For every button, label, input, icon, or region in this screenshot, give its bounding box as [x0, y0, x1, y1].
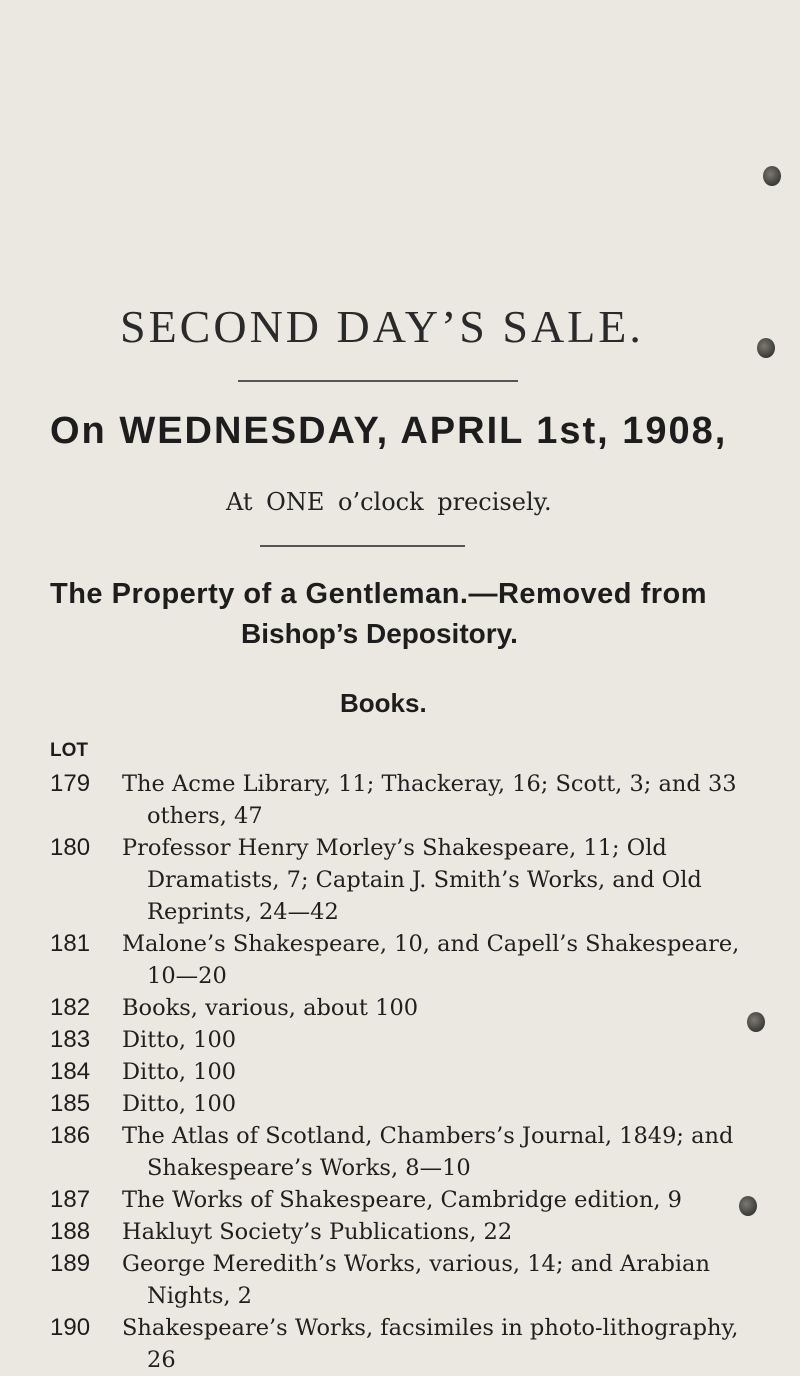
- lot-description: Professor Henry Morley’s Shakespeare, 11; Old Dramatists, 7; Captain J. Smith’s Works, and Old Reprints, 24—42: [122, 835, 702, 925]
- list-item: [50, 1312, 770, 1376]
- lot-number: 185: [50, 1090, 91, 1117]
- lot-description: Shakespeare’s Works, facsimiles in photo-lithography, 26: [122, 1315, 739, 1373]
- list-item: [50, 1120, 770, 1184]
- lot-description: The Works of Shakespeare, Cambridge edition, 9: [122, 1187, 682, 1213]
- list-item: [50, 928, 770, 992]
- lot-description: Hakluyt Society’s Publications, 22: [122, 1219, 513, 1245]
- list-item: [50, 1088, 770, 1120]
- lot-number: 184: [50, 1058, 91, 1085]
- lot-description: Ditto, 100: [122, 1059, 237, 1085]
- lot-number: 181: [50, 930, 91, 957]
- sale-time: At ONE o’clock precisely.: [226, 488, 552, 516]
- lot-description: Malone’s Shakespeare, 10, and Capell’s Shakespeare, 10—20: [122, 931, 740, 989]
- lot-description: Books, various, about 100: [122, 995, 419, 1021]
- lot-description: The Acme Library, 11; Thackeray, 16; Scott, 3; and 33 others, 47: [122, 771, 737, 829]
- property-heading: The Property of a Gentleman.—Removed from: [50, 578, 708, 610]
- lot-number: 179: [50, 770, 91, 797]
- lot-number: 190: [50, 1314, 91, 1341]
- lot-number: 186: [50, 1122, 91, 1149]
- sale-date: On WEDNESDAY, APRIL 1st, 1908,: [50, 410, 728, 452]
- lot-description: Ditto, 100: [122, 1091, 237, 1117]
- lot-number: 188: [50, 1218, 91, 1245]
- list-item: [50, 1248, 770, 1312]
- list-item: [50, 1184, 770, 1216]
- lot-description: The Atlas of Scotland, Chambers’s Journal, 1849; and Shakespeare’s Works, 8—10: [122, 1123, 734, 1181]
- lot-number: 183: [50, 1026, 91, 1053]
- binding-hole-icon: [763, 166, 781, 186]
- lot-number: 189: [50, 1250, 91, 1277]
- lot-number: 182: [50, 994, 91, 1021]
- lot-description: George Meredith’s Works, various, 14; and Arabian Nights, 2: [122, 1251, 710, 1309]
- divider: [238, 380, 518, 382]
- sale-title: SECOND DAY’S SALE.: [120, 301, 644, 352]
- section-heading: Books.: [340, 688, 427, 718]
- lot-column-header: LOT: [50, 740, 88, 761]
- list-item: [50, 832, 770, 928]
- lot-number: 180: [50, 834, 91, 861]
- property-subheading: Bishop’s Depository.: [241, 618, 518, 649]
- divider: [260, 545, 465, 547]
- lot-description: Ditto, 100: [122, 1027, 237, 1053]
- list-item: [50, 1024, 770, 1056]
- list-item: [50, 992, 770, 1024]
- list-item: [50, 1056, 770, 1088]
- lot-number: 187: [50, 1186, 91, 1213]
- lot-list: [50, 768, 770, 1376]
- list-item: [50, 1216, 770, 1248]
- binding-hole-icon: [757, 338, 775, 358]
- list-item: [50, 768, 770, 832]
